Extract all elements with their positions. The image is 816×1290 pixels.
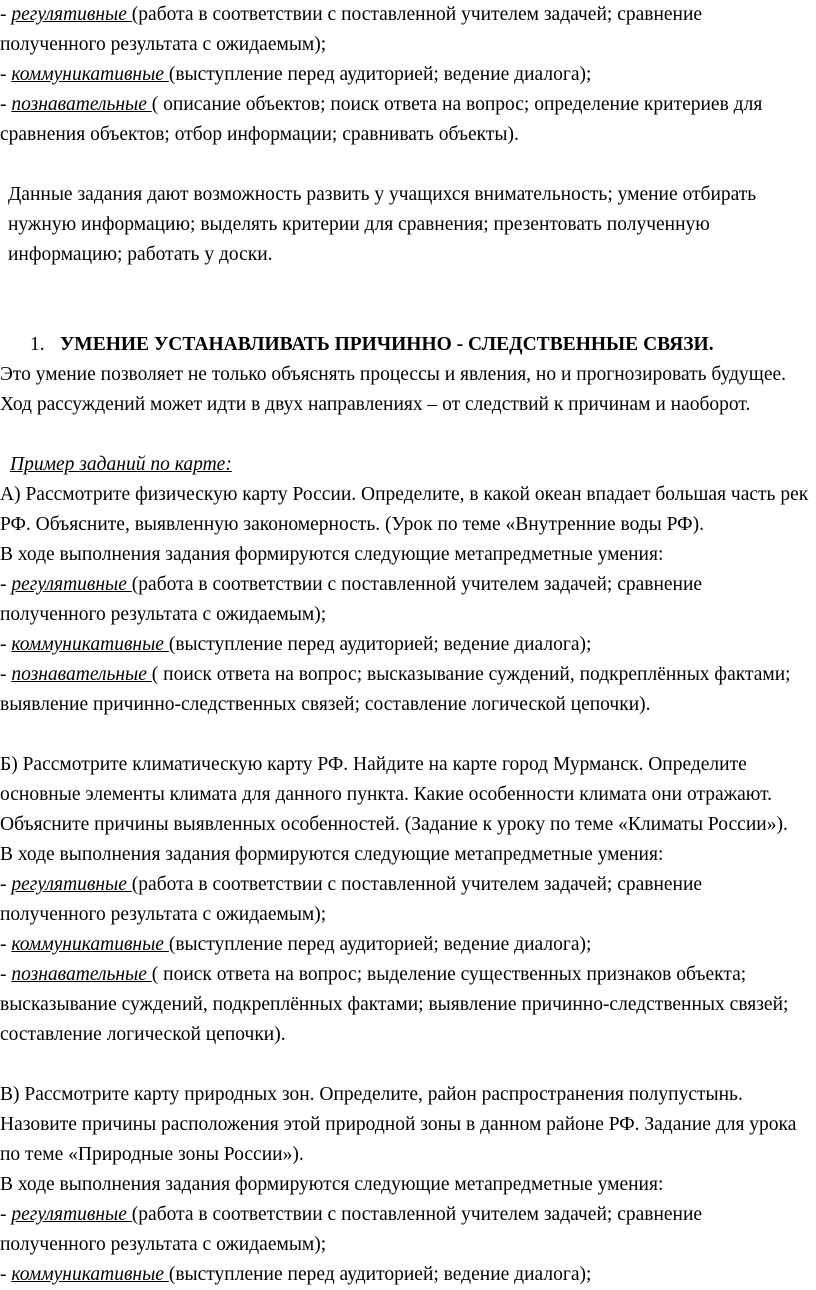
term-regulative: регулятивные <box>11 1204 132 1225</box>
skill-text: ( описание объектов; поиск ответа на вопрос; определение критериев для сравнения объектов; отбор информации; сравнивать объекты). <box>0 94 763 145</box>
skill-text: (работа в соответствии с поставленной учителем задачей; сравнение полученного результата с ожидаемым); <box>0 574 703 625</box>
term-communicative: коммуникативные <box>11 634 169 655</box>
term-communicative: коммуникативные <box>11 934 169 955</box>
skill-cognitive: - познавательные ( поиск ответа на вопрос; выделение существенных признаков объекта; высказывание суждений, подкреплённых фактами; выявление причинно-следственных связей; составление логической цепочки). <box>0 964 789 1045</box>
skill-text: (выступление перед аудиторией; ведение диалога); <box>168 634 592 655</box>
skill-text: (выступление перед аудиторией; ведение диалога); <box>168 64 592 85</box>
skill-text: (работа в соответствии с поставленной учителем задачей; сравнение полученного результата с ожидаемым); <box>0 4 703 55</box>
skill-text: (выступление перед аудиторией; ведение диалога); <box>168 934 592 955</box>
skill-regulative: - регулятивные (работа в соответствии с поставленной учителем задачей; сравнение полученного результата с ожидаемым); <box>0 4 703 55</box>
term-cognitive: познавательные <box>11 664 152 685</box>
term-regulative: регулятивные <box>11 574 132 595</box>
section-heading <box>0 330 812 360</box>
task-b-text: Б) Рассмотрите климатическую карту РФ. Найдите на карте город Мурманск. Определите основные элементы климата для данного пункта. Какие особенности климата они отражают. Объясните причины выявленных особенностей. (Задание к уроку по теме «Климаты России»). <box>0 754 788 835</box>
term-communicative: коммуникативные <box>11 1264 169 1285</box>
skill-regulative: - регулятивные (работа в соответствии с поставленной учителем задачей; сравнение полученного результата с ожидаемым); <box>0 1204 703 1255</box>
term-cognitive: познавательные <box>11 964 152 985</box>
task-a-skills-intro: В ходе выполнения задания формируются следующие метапредметные умения: <box>0 544 664 565</box>
skill-communicative: - коммуникативные (выступление перед аудиторией; ведение диалога); <box>0 1264 592 1285</box>
skill-text: (выступление перед аудиторией; ведение диалога); <box>168 1264 592 1285</box>
skill-text: (работа в соответствии с поставленной учителем задачей; сравнение полученного результата с ожидаемым); <box>0 874 703 925</box>
skill-cognitive: - познавательные ( описание объектов; поиск ответа на вопрос; определение критериев для сравнения объектов; отбор информации; сравнивать объекты). <box>0 94 763 145</box>
term-regulative: регулятивные <box>11 4 132 25</box>
term-communicative: коммуникативные <box>11 64 169 85</box>
skill-cognitive: - познавательные ( поиск ответа на вопрос; высказывание суждений, подкреплённых фактами; выявление причинно-следственных связей; составление логической цепочки). <box>0 664 791 715</box>
skill-text: ( поиск ответа на вопрос; выделение существенных признаков объекта; высказывание суждений, подкреплённых фактами; выявление причинно-следственных связей; составление логической цепочки). <box>0 964 789 1045</box>
summary-paragraph: Данные задания дают возможность развить у учащихся внимательность; умение отбирать нужную информацию; выделять критерии для сравнения; презентовать полученную информацию; работать у доски. <box>8 184 757 265</box>
section-title: УМЕНИЕ УСТАНАВЛИВАТЬ ПРИЧИННО - СЛЕДСТВЕННЫЕ СВЯЗИ. <box>60 334 714 355</box>
skill-communicative: - коммуникативные (выступление перед аудиторией; ведение диалога); <box>0 64 592 85</box>
task-c-skills-intro: В ходе выполнения задания формируются следующие метапредметные умения: <box>0 1174 664 1195</box>
skill-regulative: - регулятивные (работа в соответствии с поставленной учителем задачей; сравнение полученного результата с ожидаемым); <box>0 874 703 925</box>
skill-text: (работа в соответствии с поставленной учителем задачей; сравнение полученного результата с ожидаемым); <box>0 1204 703 1255</box>
term-cognitive: познавательные <box>11 94 152 115</box>
task-c-text: В) Рассмотрите карту природных зон. Определите, район распространения полупустынь. Назовите причины расположения этой природной зоны в данном районе РФ. Задание для урока по теме «Природные зоны России»). <box>0 1084 797 1165</box>
skill-regulative: - регулятивные (работа в соответствии с поставленной учителем задачей; сравнение полученного результата с ожидаемым); <box>0 574 703 625</box>
skill-text: ( поиск ответа на вопрос; высказывание суждений, подкреплённых фактами; выявление причинно-следственных связей; составление логической цепочки). <box>0 664 791 715</box>
task-b-skills-intro: В ходе выполнения задания формируются следующие метапредметные умения: <box>0 844 664 865</box>
example-label: Пример заданий по карте: <box>10 454 232 475</box>
skill-communicative: - коммуникативные (выступление перед аудиторией; ведение диалога); <box>0 634 592 655</box>
skill-communicative: - коммуникативные (выступление перед аудиторией; ведение диалога); <box>0 934 592 955</box>
task-a-text: А) Рассмотрите физическую карту России. Определите, в какой океан впадает большая часть рек РФ. Объясните, выявленную закономерность. (Урок по теме «Внутренние воды РФ). <box>0 484 809 535</box>
section-number: 1. <box>30 334 45 355</box>
term-regulative: регулятивные <box>11 874 132 895</box>
section-intro: Это умение позволяет не только объяснять процессы и явления, но и прогнозировать будущее. Ход рассуждений может идти в двух направлениях – от следствий к причинам и наоборот. <box>0 364 786 415</box>
